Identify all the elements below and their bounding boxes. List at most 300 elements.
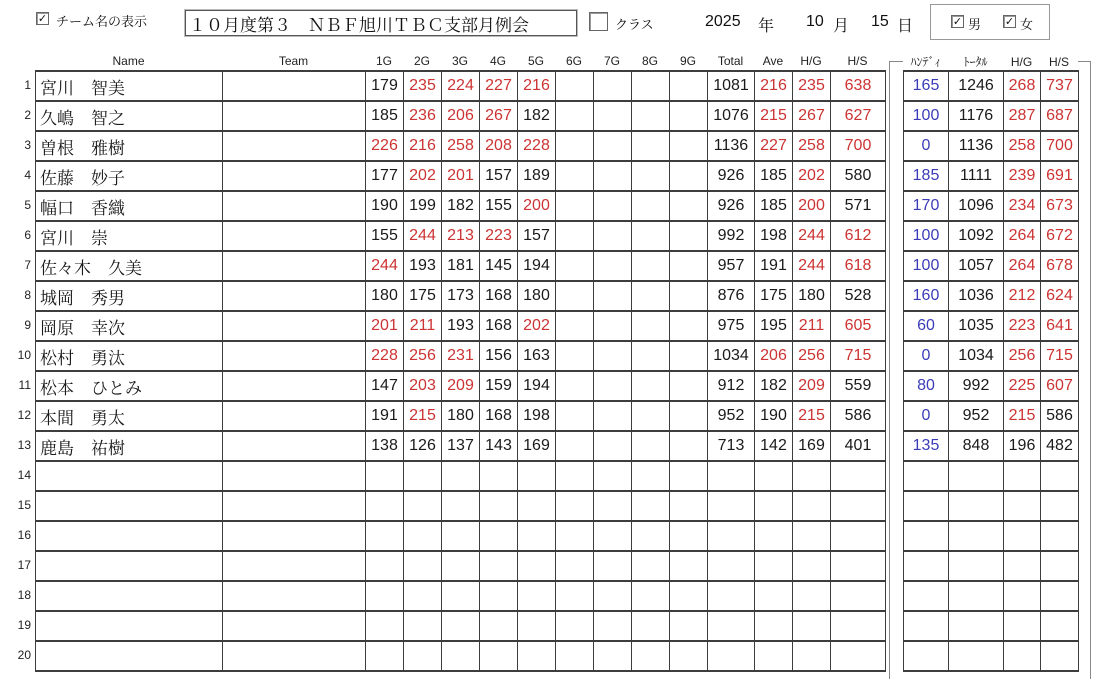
cell-ave — [755, 642, 793, 672]
cell-name[interactable]: 宮川 崇 — [36, 222, 223, 252]
handicap-panel-frame — [889, 61, 1091, 679]
cell-hg: 202 — [793, 162, 831, 192]
cell-game-9g[interactable] — [670, 372, 708, 402]
cell-game-8g[interactable] — [632, 162, 670, 192]
cell-game-1g[interactable] — [366, 462, 404, 492]
cell-name[interactable] — [36, 582, 223, 612]
cell-game-1g[interactable]: 180 — [366, 282, 404, 312]
cell-game-4g[interactable] — [480, 582, 518, 612]
cell-name[interactable]: 佐々木 久美 — [36, 252, 223, 282]
cell-team[interactable] — [223, 492, 366, 522]
row-number: 3 — [24, 138, 31, 152]
cell-game-9g[interactable] — [670, 312, 708, 342]
cell-team[interactable] — [223, 252, 366, 282]
cell-game-5g[interactable]: 200 — [518, 192, 556, 222]
cell-game-1g[interactable]: 190 — [366, 192, 404, 222]
cell-game-5g[interactable]: 194 — [518, 252, 556, 282]
cell-game-5g[interactable]: 157 — [518, 222, 556, 252]
cell-ave: 216 — [755, 72, 793, 102]
cell-game-2g[interactable]: 175 — [404, 282, 442, 312]
cell-game-2g[interactable]: 203 — [404, 372, 442, 402]
cell-hg: 169 — [793, 432, 831, 462]
cell-game-1g[interactable]: 226 — [366, 132, 404, 162]
header-team: Team — [278, 54, 309, 68]
cell-game-6g[interactable] — [556, 342, 594, 372]
cell-game-4g[interactable] — [480, 642, 518, 672]
cell-game-3g[interactable] — [442, 552, 480, 582]
cell-total: 1136 — [708, 132, 755, 162]
cell-total — [708, 642, 755, 672]
cell-game-1g[interactable]: 155 — [366, 222, 404, 252]
cell-game-6g[interactable] — [556, 552, 594, 582]
cell-hg — [793, 462, 831, 492]
cell-game-4g[interactable]: 168 — [480, 402, 518, 432]
cell-hs: 715 — [831, 342, 886, 372]
cell-game-6g[interactable] — [556, 312, 594, 342]
row-number: 12 — [17, 408, 31, 422]
cell-game-5g[interactable]: 194 — [518, 372, 556, 402]
cell-game-3g[interactable] — [442, 492, 480, 522]
cell-game-4g[interactable]: 267 — [480, 102, 518, 132]
cell-ave: 195 — [755, 312, 793, 342]
cell-game-1g[interactable]: 191 — [366, 402, 404, 432]
cell-game-8g[interactable] — [632, 222, 670, 252]
cell-game-9g[interactable] — [670, 192, 708, 222]
cell-hs: 586 — [831, 402, 886, 432]
cell-handicap-hs: 691 — [1041, 162, 1079, 192]
cell-team[interactable] — [223, 612, 366, 642]
cell-game-1g[interactable]: 201 — [366, 312, 404, 342]
cell-hs: 580 — [831, 162, 886, 192]
header-5g: 5G — [527, 54, 544, 68]
cell-game-4g[interactable] — [480, 552, 518, 582]
cell-handicap-total: 1034 — [949, 342, 1004, 372]
cell-game-6g[interactable] — [556, 372, 594, 402]
cell-game-5g[interactable]: 216 — [518, 72, 556, 102]
cell-team[interactable] — [223, 132, 366, 162]
cell-game-5g[interactable] — [518, 492, 556, 522]
cell-game-3g[interactable] — [442, 642, 480, 672]
cell-game-7g[interactable] — [594, 552, 632, 582]
cell-game-9g[interactable] — [670, 522, 708, 552]
cell-game-2g[interactable] — [404, 612, 442, 642]
cell-game-6g[interactable] — [556, 582, 594, 612]
tournament-title-input[interactable] — [185, 10, 577, 36]
cell-team[interactable] — [223, 222, 366, 252]
cell-game-2g[interactable] — [404, 582, 442, 612]
cell-game-7g[interactable] — [594, 642, 632, 672]
cell-game-4g[interactable] — [480, 492, 518, 522]
cell-game-3g[interactable]: 209 — [442, 372, 480, 402]
cell-game-2g[interactable]: 235 — [404, 72, 442, 102]
cell-game-2g[interactable]: 236 — [404, 102, 442, 132]
cell-game-7g[interactable] — [594, 312, 632, 342]
cell-game-8g[interactable] — [632, 642, 670, 672]
cell-hg: 244 — [793, 222, 831, 252]
cell-handicap-hg: 212 — [1004, 282, 1041, 312]
cell-game-1g[interactable]: 228 — [366, 342, 404, 372]
cell-game-8g[interactable] — [632, 102, 670, 132]
cell-ave: 185 — [755, 192, 793, 222]
cell-name[interactable]: 鹿島 祐樹 — [36, 432, 223, 462]
cell-handicap: 100 — [904, 252, 949, 282]
cell-game-4g[interactable]: 155 — [480, 192, 518, 222]
cell-name[interactable]: 岡原 幸次 — [36, 312, 223, 342]
cell-ave: 206 — [755, 342, 793, 372]
cell-game-1g[interactable]: 138 — [366, 432, 404, 462]
cell-game-9g[interactable] — [670, 282, 708, 312]
cell-name[interactable]: 本間 勇太 — [36, 402, 223, 432]
cell-hs: 605 — [831, 312, 886, 342]
cell-game-1g[interactable] — [366, 522, 404, 552]
cell-game-8g[interactable] — [632, 132, 670, 162]
cell-game-6g[interactable] — [556, 102, 594, 132]
cell-game-6g[interactable] — [556, 492, 594, 522]
cell-name[interactable] — [36, 462, 223, 492]
cell-game-6g[interactable] — [556, 72, 594, 102]
cell-game-6g[interactable] — [556, 642, 594, 672]
cell-game-2g[interactable]: 199 — [404, 192, 442, 222]
cell-handicap-total: 1092 — [949, 222, 1004, 252]
cell-game-4g[interactable]: 145 — [480, 252, 518, 282]
day-value[interactable]: 15 — [871, 13, 889, 30]
cell-ave: 190 — [755, 402, 793, 432]
cell-game-5g[interactable] — [518, 642, 556, 672]
cell-game-6g[interactable] — [556, 462, 594, 492]
header-handicap-hg: H/G — [1010, 54, 1033, 69]
cell-name[interactable]: 幅口 香織 — [36, 192, 223, 222]
cell-game-9g[interactable] — [670, 72, 708, 102]
cell-game-5g[interactable]: 163 — [518, 342, 556, 372]
cell-game-2g[interactable]: 193 — [404, 252, 442, 282]
cell-game-8g[interactable] — [632, 402, 670, 432]
cell-name[interactable]: 宮川 智美 — [36, 72, 223, 102]
cell-game-2g[interactable] — [404, 462, 442, 492]
gender-group-box — [930, 4, 1050, 40]
cell-game-3g[interactable]: 213 — [442, 222, 480, 252]
cell-team[interactable] — [223, 282, 366, 312]
cell-game-6g[interactable] — [556, 522, 594, 552]
cell-game-6g[interactable] — [556, 252, 594, 282]
cell-hg: 215 — [793, 402, 831, 432]
cell-game-9g[interactable] — [670, 432, 708, 462]
cell-game-5g[interactable]: 169 — [518, 432, 556, 462]
cell-handicap: 60 — [904, 312, 949, 342]
cell-game-3g[interactable] — [442, 462, 480, 492]
cell-game-7g[interactable] — [594, 282, 632, 312]
cell-game-7g[interactable] — [594, 432, 632, 462]
cell-game-7g[interactable] — [594, 342, 632, 372]
cell-game-4g[interactable] — [480, 522, 518, 552]
cell-game-3g[interactable]: 206 — [442, 102, 480, 132]
cell-game-9g[interactable] — [670, 552, 708, 582]
cell-name[interactable] — [36, 612, 223, 642]
cell-total — [708, 522, 755, 552]
cell-hg: 244 — [793, 252, 831, 282]
cell-handicap: 0 — [904, 132, 949, 162]
cell-game-5g[interactable] — [518, 462, 556, 492]
header-3g: 3G — [451, 54, 468, 68]
cell-handicap-total: 1036 — [949, 282, 1004, 312]
cell-total: 975 — [708, 312, 755, 342]
cell-game-4g[interactable]: 168 — [480, 312, 518, 342]
cell-game-6g[interactable] — [556, 612, 594, 642]
male-checkbox[interactable]: ✓ — [952, 16, 963, 28]
cell-team[interactable] — [223, 372, 366, 402]
cell-game-3g[interactable] — [442, 522, 480, 552]
cell-team[interactable] — [223, 552, 366, 582]
row-number: 13 — [17, 438, 31, 452]
cell-game-8g[interactable] — [632, 582, 670, 612]
cell-team[interactable] — [223, 642, 366, 672]
cell-game-1g[interactable] — [366, 492, 404, 522]
cell-game-3g[interactable]: 182 — [442, 192, 480, 222]
cell-game-9g[interactable] — [670, 162, 708, 192]
cell-game-2g[interactable]: 216 — [404, 132, 442, 162]
cell-game-2g[interactable]: 215 — [404, 402, 442, 432]
cell-game-7g[interactable] — [594, 372, 632, 402]
row-number: 4 — [24, 168, 31, 182]
cell-game-6g[interactable] — [556, 432, 594, 462]
cell-game-2g[interactable] — [404, 642, 442, 672]
cell-game-5g[interactable]: 198 — [518, 402, 556, 432]
cell-game-4g[interactable]: 157 — [480, 162, 518, 192]
cell-ave — [755, 552, 793, 582]
cell-game-9g[interactable] — [670, 642, 708, 672]
cell-game-4g[interactable]: 156 — [480, 342, 518, 372]
cell-game-1g[interactable] — [366, 552, 404, 582]
cell-handicap-hs: 737 — [1041, 72, 1079, 102]
cell-name[interactable] — [36, 642, 223, 672]
cell-game-8g[interactable] — [632, 192, 670, 222]
cell-team[interactable] — [223, 582, 366, 612]
cell-team[interactable] — [223, 342, 366, 372]
cell-game-2g[interactable] — [404, 522, 442, 552]
cell-team[interactable] — [223, 102, 366, 132]
cell-game-7g[interactable] — [594, 522, 632, 552]
cell-game-1g[interactable] — [366, 642, 404, 672]
cell-game-5g[interactable]: 189 — [518, 162, 556, 192]
female-checkbox[interactable]: ✓ — [1004, 16, 1015, 28]
cell-game-4g[interactable]: 208 — [480, 132, 518, 162]
cell-game-4g[interactable] — [480, 612, 518, 642]
cell-handicap-hg: 196 — [1004, 432, 1041, 462]
cell-game-6g[interactable] — [556, 162, 594, 192]
cell-name[interactable] — [36, 552, 223, 582]
row-number: 9 — [24, 318, 31, 332]
cell-game-6g[interactable] — [556, 282, 594, 312]
cell-game-4g[interactable]: 227 — [480, 72, 518, 102]
cell-game-7g[interactable] — [594, 462, 632, 492]
cell-game-8g[interactable] — [632, 372, 670, 402]
cell-game-9g[interactable] — [670, 222, 708, 252]
cell-game-8g[interactable] — [632, 252, 670, 282]
cell-game-1g[interactable]: 177 — [366, 162, 404, 192]
cell-team[interactable] — [223, 72, 366, 102]
cell-game-5g[interactable]: 182 — [518, 102, 556, 132]
cell-game-7g[interactable] — [594, 402, 632, 432]
cell-team[interactable] — [223, 162, 366, 192]
cell-hg: 256 — [793, 342, 831, 372]
cell-game-2g[interactable]: 202 — [404, 162, 442, 192]
cell-game-7g[interactable] — [594, 102, 632, 132]
cell-game-8g[interactable] — [632, 552, 670, 582]
cell-game-3g[interactable]: 173 — [442, 282, 480, 312]
cell-handicap-hg: 256 — [1004, 342, 1041, 372]
cell-game-5g[interactable] — [518, 612, 556, 642]
cell-total: 1081 — [708, 72, 755, 102]
cell-game-5g[interactable]: 202 — [518, 312, 556, 342]
cell-game-7g[interactable] — [594, 192, 632, 222]
cell-game-7g[interactable] — [594, 222, 632, 252]
cell-game-4g[interactable]: 159 — [480, 372, 518, 402]
cell-game-8g[interactable] — [632, 342, 670, 372]
cell-handicap-hs: 641 — [1041, 312, 1079, 342]
class-checkbox-label: クラス — [615, 17, 654, 32]
cell-game-2g[interactable]: 244 — [404, 222, 442, 252]
cell-game-3g[interactable]: 193 — [442, 312, 480, 342]
cell-team[interactable] — [223, 192, 366, 222]
header-6g: 6G — [565, 54, 582, 68]
cell-game-9g[interactable] — [670, 102, 708, 132]
cell-game-5g[interactable] — [518, 552, 556, 582]
cell-game-8g[interactable] — [632, 312, 670, 342]
cell-game-3g[interactable]: 258 — [442, 132, 480, 162]
cell-game-6g[interactable] — [556, 132, 594, 162]
row-number: 1 — [24, 78, 31, 92]
cell-game-9g[interactable] — [670, 612, 708, 642]
cell-game-9g[interactable] — [670, 132, 708, 162]
cell-handicap-hs: 715 — [1041, 342, 1079, 372]
cell-handicap-total: 1176 — [949, 102, 1004, 132]
female-checkbox-label: 女 — [1020, 17, 1034, 32]
cell-game-4g[interactable] — [480, 462, 518, 492]
cell-hs: 638 — [831, 72, 886, 102]
cell-hs: 627 — [831, 102, 886, 132]
cell-game-1g[interactable]: 244 — [366, 252, 404, 282]
cell-handicap-total: 1136 — [949, 132, 1004, 162]
cell-game-7g[interactable] — [594, 162, 632, 192]
cell-game-5g[interactable]: 180 — [518, 282, 556, 312]
cell-game-9g[interactable] — [670, 582, 708, 612]
cell-handicap-hg: 264 — [1004, 222, 1041, 252]
header-ave: Ave — [762, 54, 784, 68]
cell-name[interactable]: 松村 勇汰 — [36, 342, 223, 372]
cell-game-8g[interactable] — [632, 462, 670, 492]
cell-handicap: 165 — [904, 72, 949, 102]
cell-team[interactable] — [223, 522, 366, 552]
cell-game-1g[interactable]: 179 — [366, 72, 404, 102]
cell-hg — [793, 642, 831, 672]
cell-game-3g[interactable]: 181 — [442, 252, 480, 282]
cell-total: 1076 — [708, 102, 755, 132]
cell-name[interactable]: 城岡 秀男 — [36, 282, 223, 312]
cell-game-8g[interactable] — [632, 72, 670, 102]
month-value[interactable]: 10 — [806, 13, 824, 30]
cell-game-3g[interactable]: 180 — [442, 402, 480, 432]
cell-hs — [831, 582, 886, 612]
main-table-header — [35, 53, 885, 69]
cell-game-2g[interactable] — [404, 492, 442, 522]
cell-game-7g[interactable] — [594, 72, 632, 102]
cell-name[interactable] — [36, 492, 223, 522]
cell-team[interactable] — [223, 432, 366, 462]
cell-game-1g[interactable]: 185 — [366, 102, 404, 132]
cell-game-7g[interactable] — [594, 132, 632, 162]
team-name-checkbox[interactable]: ✓ — [37, 13, 48, 25]
cell-game-8g[interactable] — [632, 612, 670, 642]
cell-handicap-hs: 672 — [1041, 222, 1079, 252]
year-value[interactable]: 2025 — [705, 13, 741, 30]
cell-game-4g[interactable]: 143 — [480, 432, 518, 462]
cell-game-5g[interactable] — [518, 522, 556, 552]
cell-game-2g[interactable]: 126 — [404, 432, 442, 462]
cell-hg: 180 — [793, 282, 831, 312]
cell-ave: 191 — [755, 252, 793, 282]
cell-game-7g[interactable] — [594, 582, 632, 612]
cell-name[interactable]: 佐藤 妙子 — [36, 162, 223, 192]
cell-hs: 612 — [831, 222, 886, 252]
cell-game-3g[interactable]: 224 — [442, 72, 480, 102]
cell-game-3g[interactable] — [442, 582, 480, 612]
cell-game-1g[interactable]: 147 — [366, 372, 404, 402]
cell-game-2g[interactable]: 256 — [404, 342, 442, 372]
cell-name[interactable]: 久嶋 智之 — [36, 102, 223, 132]
cell-hg — [793, 552, 831, 582]
cell-game-8g[interactable] — [632, 282, 670, 312]
cell-name[interactable]: 松本 ひとみ — [36, 372, 223, 402]
cell-game-5g[interactable]: 228 — [518, 132, 556, 162]
cell-game-7g[interactable] — [594, 612, 632, 642]
cell-game-9g[interactable] — [670, 342, 708, 372]
cell-game-8g[interactable] — [632, 492, 670, 522]
cell-game-3g[interactable] — [442, 612, 480, 642]
cell-name[interactable]: 曽根 雅樹 — [36, 132, 223, 162]
cell-team[interactable] — [223, 402, 366, 432]
cell-game-3g[interactable]: 231 — [442, 342, 480, 372]
cell-game-3g[interactable]: 137 — [442, 432, 480, 462]
cell-game-4g[interactable]: 223 — [480, 222, 518, 252]
cell-game-6g[interactable] — [556, 402, 594, 432]
cell-game-6g[interactable] — [556, 222, 594, 252]
cell-handicap-hg: 225 — [1004, 372, 1041, 402]
cell-game-3g[interactable]: 201 — [442, 162, 480, 192]
cell-game-5g[interactable] — [518, 582, 556, 612]
cell-game-7g[interactable] — [594, 492, 632, 522]
cell-game-6g[interactable] — [556, 192, 594, 222]
class-checkbox[interactable] — [589, 12, 608, 31]
cell-name[interactable] — [36, 522, 223, 552]
cell-game-8g[interactable] — [632, 432, 670, 462]
cell-game-9g[interactable] — [670, 402, 708, 432]
cell-game-2g[interactable] — [404, 552, 442, 582]
cell-game-4g[interactable]: 168 — [480, 282, 518, 312]
cell-game-9g[interactable] — [670, 252, 708, 282]
row-number: 11 — [18, 378, 31, 392]
cell-team[interactable] — [223, 462, 366, 492]
cell-game-9g[interactable] — [670, 462, 708, 492]
team-name-checkbox-label: チーム名の表示 — [56, 14, 148, 29]
cell-game-9g[interactable] — [670, 492, 708, 522]
cell-game-1g[interactable] — [366, 582, 404, 612]
cell-game-2g[interactable]: 211 — [404, 312, 442, 342]
cell-game-8g[interactable] — [632, 522, 670, 552]
cell-game-1g[interactable] — [366, 612, 404, 642]
cell-game-7g[interactable] — [594, 252, 632, 282]
cell-team[interactable] — [223, 312, 366, 342]
cell-hs: 528 — [831, 282, 886, 312]
row-number: 20 — [17, 648, 31, 662]
